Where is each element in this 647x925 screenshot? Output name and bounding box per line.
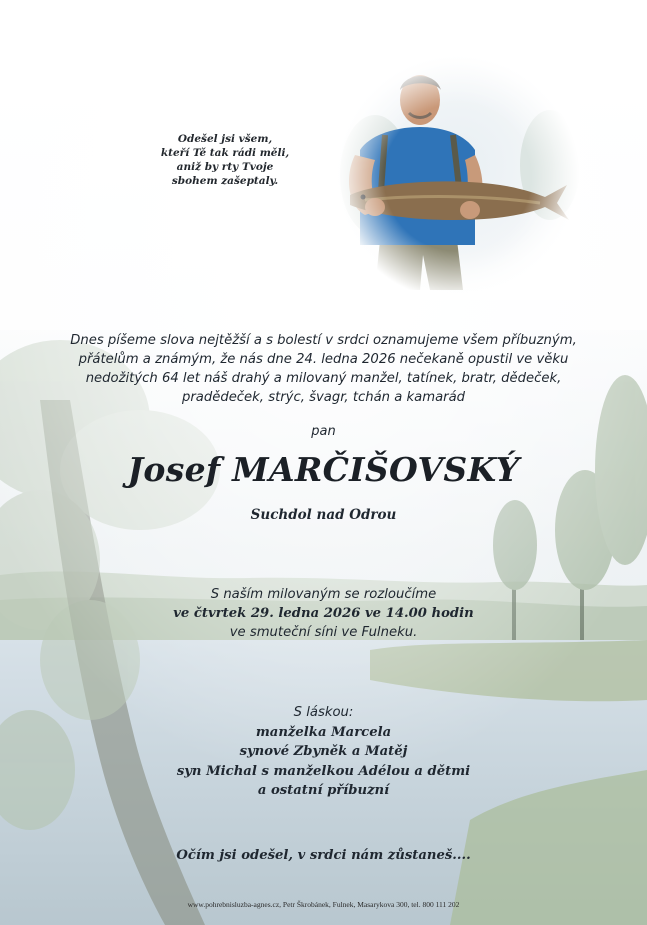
funeral-service-footer: www.pohrebnisluzba-agnes.cz, Petr Škrobánek, Fulnek, Masarykova 300, tel. 800 111 202 [187,900,460,909]
announcement-line: nedožitých 64 let náš drahý a milovaný manžel, tatínek, bratr, dědeček, [85,371,562,386]
announcement-text [40,331,607,407]
mourner-line: manželka Marcela [255,724,392,740]
announcement-line: Dnes píšeme slova nejtěžší a s bolestí v srdci oznamujeme všem příbuzným, [70,333,577,348]
ceremony-intro: S naším milovaným se rozloučíme [210,587,437,602]
closing-line: Očím jsi odešel, v srdci nám zůstaneš.... [176,848,471,863]
deceased-last-name: MARČIŠOVSKÝ [232,450,520,489]
quote-line: Odešel jsi všem, [177,133,273,145]
residence: Suchdol nad Odrou [250,507,397,523]
ceremony-venue: ve smuteční síni ve Fulneku. [229,625,418,640]
ceremony-datetime: ve čtvrtek 29. ledna 2026 ve 14.00 hodin [173,606,474,621]
portrait-photo [335,55,580,300]
announcement-line: přátelům a známým, že nás dne 24. ledna 2026 nečekaně opustil ve věku [78,352,569,367]
announcement-line: pradědeček, strýc, švagr, tchán a kamarád [181,390,466,405]
deceased-name [0,450,647,489]
quote-line: kteří Tě tak rádi měli, [160,147,290,159]
mourner-line: syn Michal s manželkou Adélou a dětmi [176,763,471,779]
mourner-line: synové Zbyněk a Matěj [239,744,408,759]
salutation: pan [311,424,336,439]
memorial-quote [120,132,330,188]
quote-line: aniž by rty Tvoje [176,161,274,173]
deceased-first-name: Josef [127,450,233,489]
mourners-lead: S láskou: [293,705,354,720]
quote-line: sbohem zašeptaly. [171,175,279,187]
mourners-list [0,703,647,801]
ceremony-info [0,585,647,642]
mourner-line: a ostatní příbuzní [257,783,390,798]
